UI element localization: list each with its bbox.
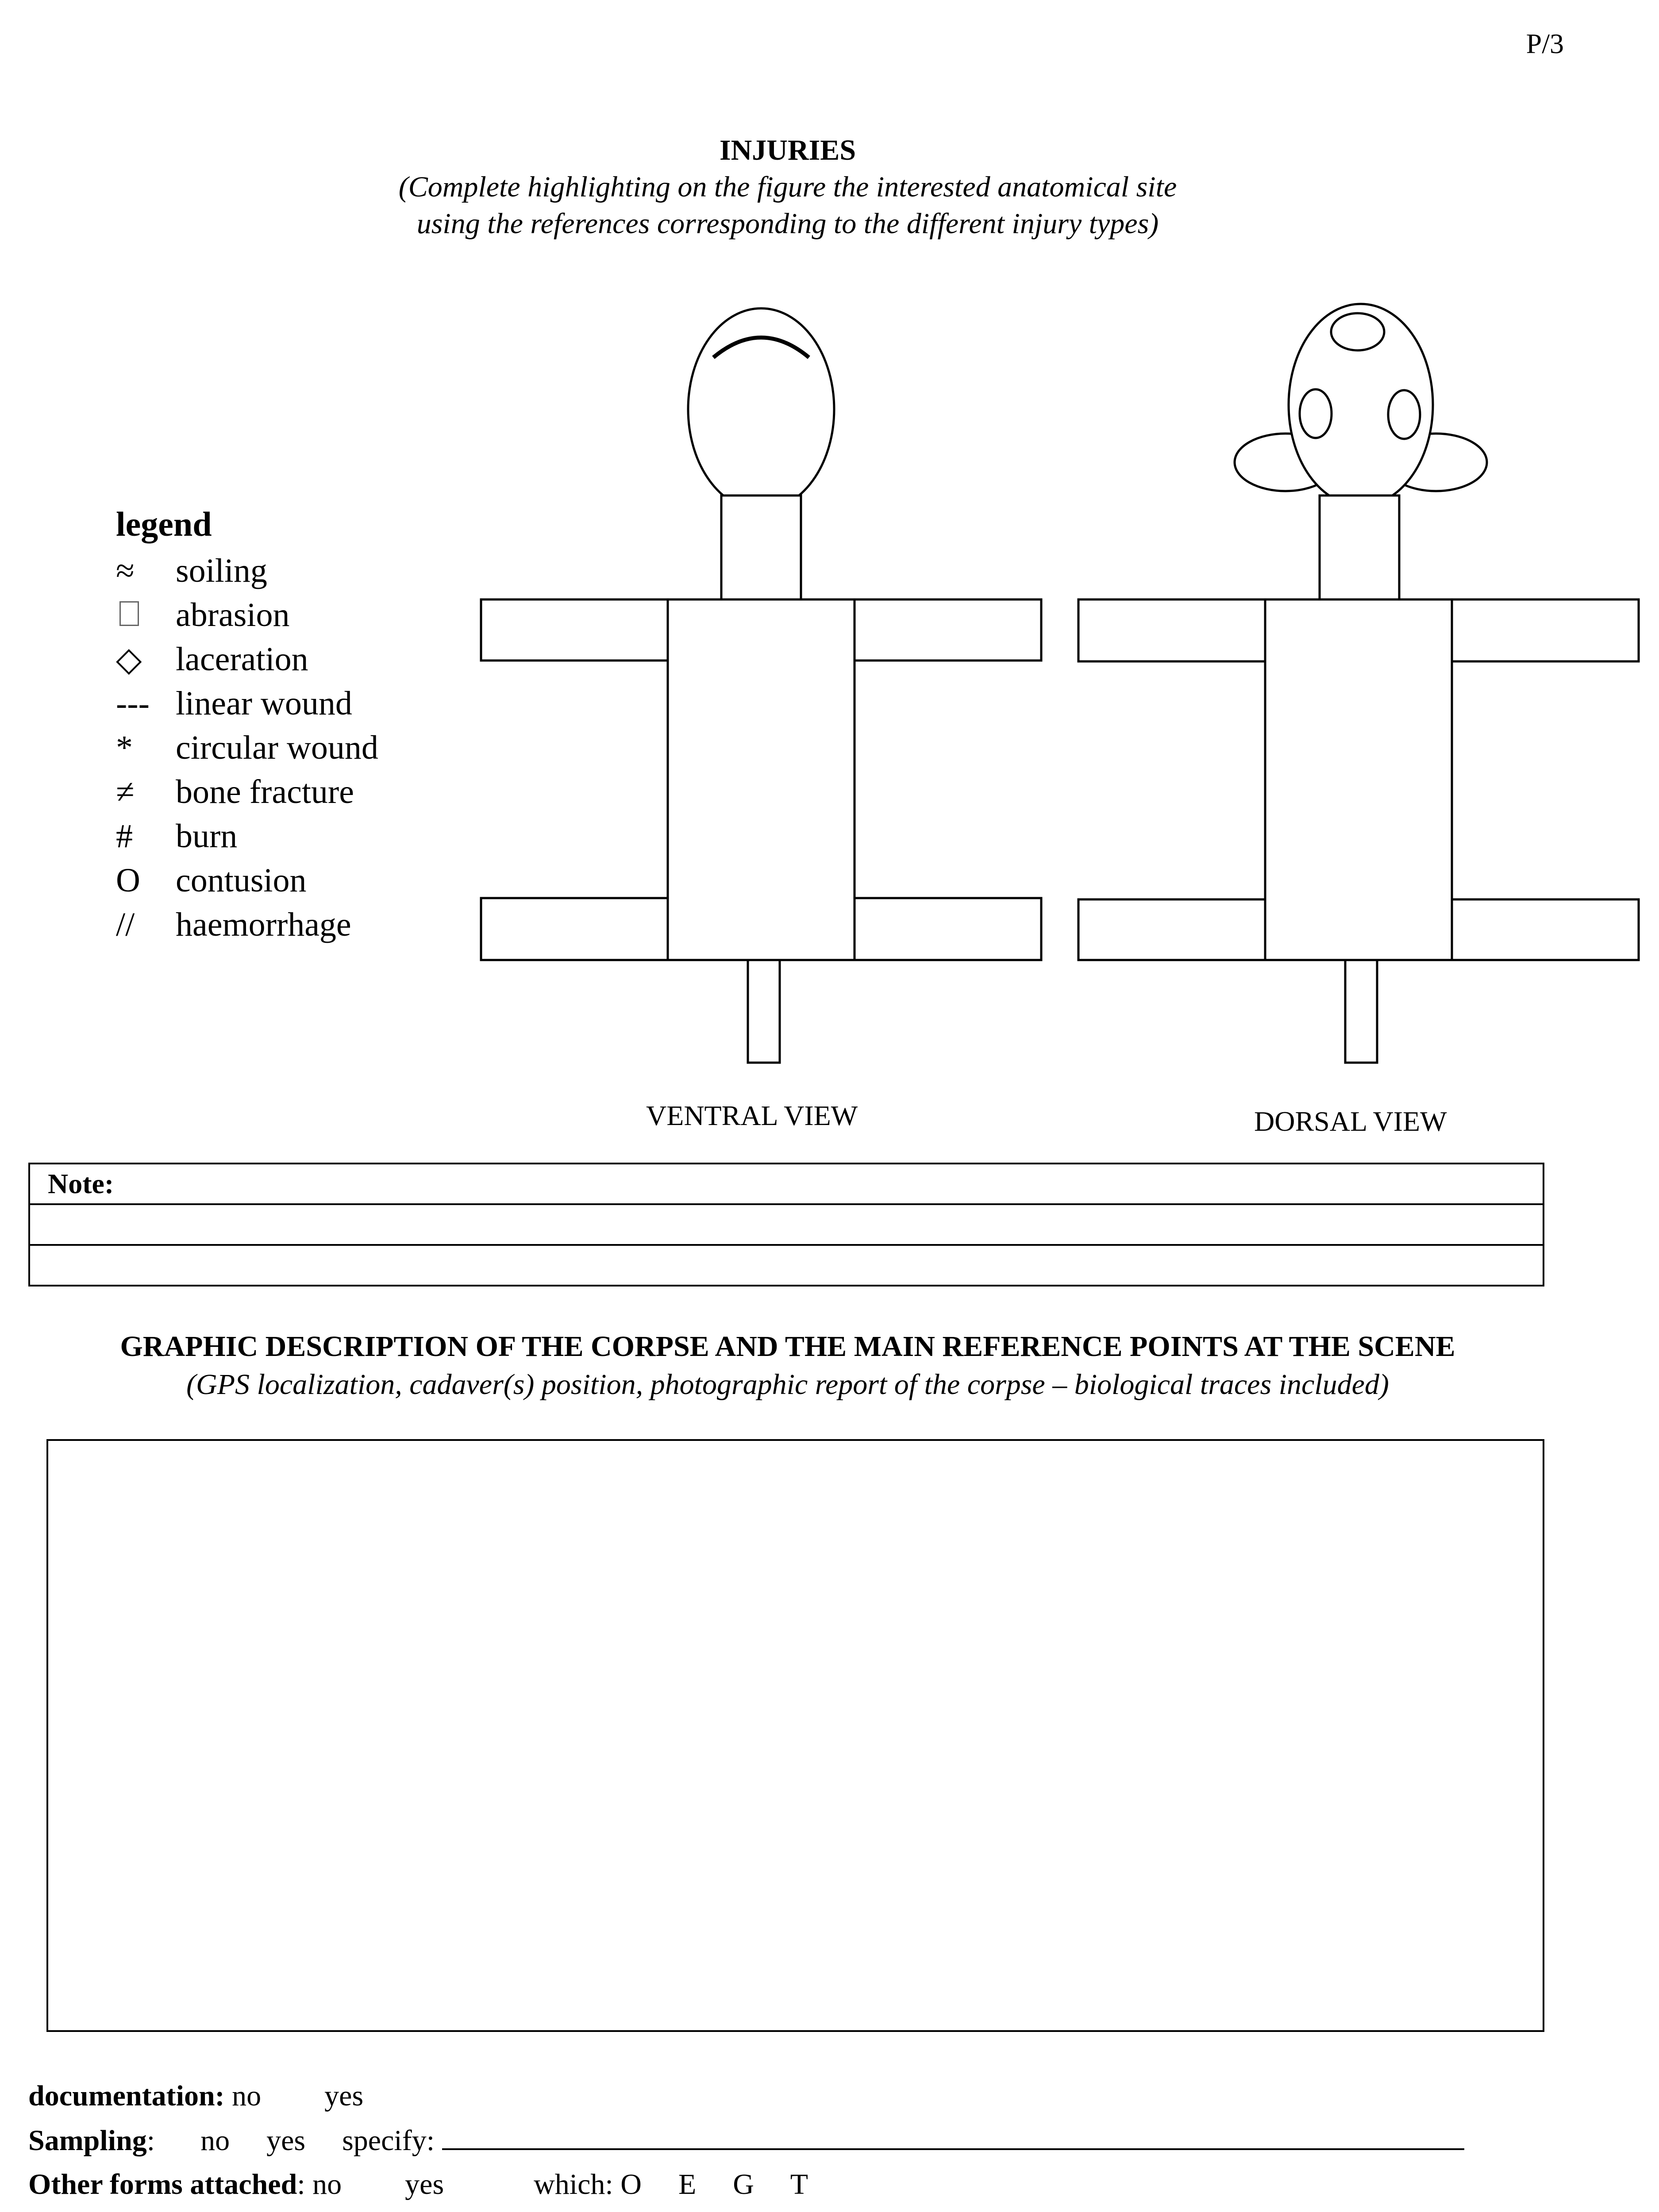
ventral-figure — [481, 308, 1041, 1063]
laceration-symbol: ◇ — [116, 641, 142, 678]
legend-label: soiling — [176, 552, 267, 589]
other-forms-t[interactable]: T — [790, 2168, 808, 2200]
legend-label: bone fracture — [176, 773, 354, 810]
ventral-right-upper-arm — [855, 599, 1041, 661]
other-forms-g[interactable]: G — [733, 2168, 754, 2200]
other-forms-e[interactable]: E — [678, 2168, 697, 2200]
dorsal-leg — [1345, 960, 1377, 1063]
sampling-no[interactable]: no — [200, 2124, 230, 2157]
note-field[interactable] — [29, 1245, 1544, 1286]
dorsal-right-lower-arm — [1452, 899, 1639, 960]
note-table — [28, 1163, 1544, 1286]
sampling-colon: : — [146, 2124, 155, 2157]
dorsal-left-eye — [1300, 389, 1332, 438]
note-row — [29, 1245, 1544, 1286]
body-figures — [0, 0, 1659, 1084]
drawing-area[interactable] — [46, 1439, 1544, 2032]
dorsal-left-lower-arm — [1078, 899, 1265, 960]
dorsal-right-eye — [1388, 390, 1420, 439]
ventral-view-label: VENTRAL VIEW — [646, 1100, 858, 1131]
note-row — [29, 1204, 1544, 1245]
ventral-left-upper-arm — [481, 599, 668, 661]
dorsal-view-label: DORSAL VIEW — [1254, 1106, 1447, 1137]
other-forms-yes[interactable]: yes — [405, 2168, 444, 2200]
ventral-neck — [721, 495, 801, 599]
sampling-specify-label: specify: — [342, 2124, 435, 2157]
circular-wound-symbol: * — [116, 729, 133, 766]
other-forms-label: Other forms attached — [28, 2168, 297, 2200]
dorsal-figure — [1078, 304, 1639, 1063]
injuries-subtitle-line2: using the references corresponding to the different injury types) — [416, 207, 1159, 240]
legend-title: legend — [116, 505, 212, 543]
graphic-description-subtitle: (GPS localization, cadaver(s) position, photographic report of the corpse – biological traces included) — [186, 1368, 1389, 1401]
contusion-symbol: O — [116, 861, 140, 899]
note-label[interactable]: Note: — [29, 1164, 1544, 1204]
ventral-leg — [748, 960, 780, 1063]
dorsal-neck — [1320, 495, 1399, 599]
legend-label: contusion — [176, 861, 307, 899]
legend-label: burn — [176, 817, 238, 855]
note-field[interactable] — [29, 1204, 1544, 1245]
legend-label: linear wound — [176, 684, 352, 722]
sampling-label: Sampling — [28, 2124, 147, 2157]
other-forms-no[interactable]: : no — [297, 2168, 342, 2200]
documentation-yes[interactable]: yes — [324, 2080, 364, 2112]
legend-label: laceration — [176, 640, 308, 678]
dorsal-crown — [1331, 313, 1384, 350]
note-row — [29, 1164, 1544, 1204]
bone-fracture-symbol: ≠ — [116, 773, 135, 810]
dorsal-torso — [1265, 599, 1452, 960]
injuries-title: INJURIES — [719, 134, 856, 166]
documentation-line — [28, 2079, 363, 2113]
legend-label: abrasion — [176, 596, 290, 634]
linear-wound-symbol: --- — [116, 684, 150, 722]
haemorrhage-symbol: // — [116, 906, 135, 943]
injuries-subtitle-line1: (Complete highlighting on the figure the interested anatomical site — [398, 171, 1177, 203]
page-number: P/3 — [1526, 28, 1564, 59]
dorsal-right-upper-arm — [1452, 599, 1639, 661]
burn-symbol: # — [116, 817, 133, 855]
other-forms-which[interactable]: which: O — [534, 2168, 642, 2200]
sampling-line — [28, 2124, 1464, 2158]
ventral-right-lower-arm — [855, 898, 1041, 960]
legend-label: haemorrhage — [176, 906, 351, 943]
dorsal-left-upper-arm — [1078, 599, 1265, 661]
soiling-symbol: ≈ — [116, 552, 135, 589]
sampling-yes[interactable]: yes — [266, 2124, 306, 2157]
legend-label: circular wound — [176, 729, 378, 766]
ventral-torso — [668, 599, 855, 960]
documentation-label: documentation: — [28, 2080, 225, 2112]
sampling-specify-field[interactable] — [442, 2124, 1464, 2150]
ventral-left-lower-arm — [481, 898, 668, 960]
graphic-description-title: GRAPHIC DESCRIPTION OF THE CORPSE AND THE MAIN REFERENCE POINTS AT THE SCENE — [120, 1330, 1455, 1363]
documentation-no[interactable]: no — [232, 2080, 262, 2112]
other-forms-line — [28, 2168, 808, 2201]
